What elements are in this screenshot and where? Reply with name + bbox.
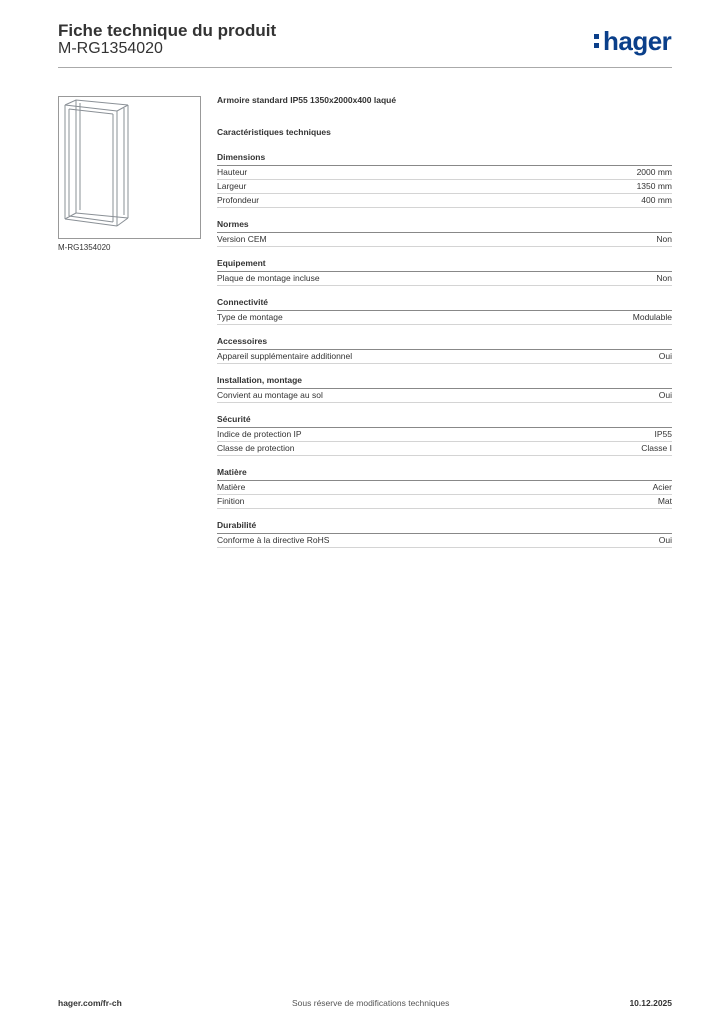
spec-group-title: Matière [217,467,672,481]
footer-notice: Sous réserve de modifications techniques [292,998,450,1008]
logo-colon-icon [594,32,600,50]
footer-date: 10.12.2025 [629,998,672,1008]
spec-row [217,311,672,325]
spec-group [217,336,672,364]
spec-row [217,180,672,194]
spec-label: Type de montage [217,312,283,322]
spec-label: Profondeur [217,195,260,205]
spec-row [217,233,672,247]
spec-value: Oui [658,351,672,361]
spec-group-title: Installation, montage [217,375,672,389]
spec-row [217,166,672,180]
spec-label: Plaque de montage incluse [217,273,320,283]
spec-sheet [217,95,672,548]
spec-label: Appareil supplémentaire additionnel [217,351,353,361]
footer-website: hager.com/fr-ch [58,998,122,1008]
spec-row [217,272,672,286]
spec-value: 1350 mm [636,181,672,191]
spec-value: 2000 mm [636,167,672,177]
spec-row [217,534,672,548]
spec-value: IP55 [654,429,672,439]
spec-label: Hauteur [217,167,248,177]
spec-value: 400 mm [641,195,672,205]
image-caption: M-RG1354020 [58,243,111,252]
spec-group-title: Connectivité [217,297,672,311]
header-divider [58,67,672,68]
spec-group [217,297,672,325]
spec-label: Version CEM [217,234,267,244]
spec-label: Matière [217,482,246,492]
spec-label: Convient au montage au sol [217,390,323,400]
hager-logo [594,24,671,58]
spec-label: Finition [217,496,245,506]
spec-value: Non [656,234,672,244]
spec-row [217,350,672,364]
spec-row [217,389,672,403]
spec-group [217,375,672,403]
spec-group-title: Durabilité [217,520,672,534]
page-title: Fiche technique du produit [58,21,277,40]
spec-value: Oui [658,535,672,545]
spec-label: Indice de protection IP [217,429,302,439]
spec-group [217,414,672,456]
spec-row [217,495,672,509]
spec-label: Conforme à la directive RoHS [217,535,330,545]
spec-group-title: Normes [217,219,672,233]
product-name: Armoire standard IP55 1350x2000x400 laqué [217,95,397,105]
spec-row [217,428,672,442]
spec-value: Oui [658,390,672,400]
spec-value: Non [656,273,672,283]
cabinet-frame-icon [59,97,202,240]
spec-label: Classe de protection [217,443,295,453]
spec-value: Classe I [641,443,672,453]
spec-value: Acier [652,482,672,492]
spec-group-title: Accessoires [217,336,672,350]
spec-group [217,152,672,208]
spec-row [217,194,672,208]
spec-group-title: Equipement [217,258,672,272]
spec-row [217,442,672,456]
spec-label: Largeur [217,181,247,191]
spec-group-title: Sécurité [217,414,672,428]
spec-group [217,520,672,548]
spec-group [217,219,672,247]
logo-text: hager [603,26,672,56]
spec-group [217,258,672,286]
spec-group-title: Dimensions [217,152,672,166]
spec-groups [217,152,672,548]
characteristics-heading: Caractéristiques techniques [217,127,331,137]
spec-row [217,481,672,495]
product-reference: M-RG1354020 [58,40,163,57]
spec-value: Modulable [632,312,672,322]
spec-group [217,467,672,509]
spec-value: Mat [657,496,672,506]
product-image [58,96,201,239]
